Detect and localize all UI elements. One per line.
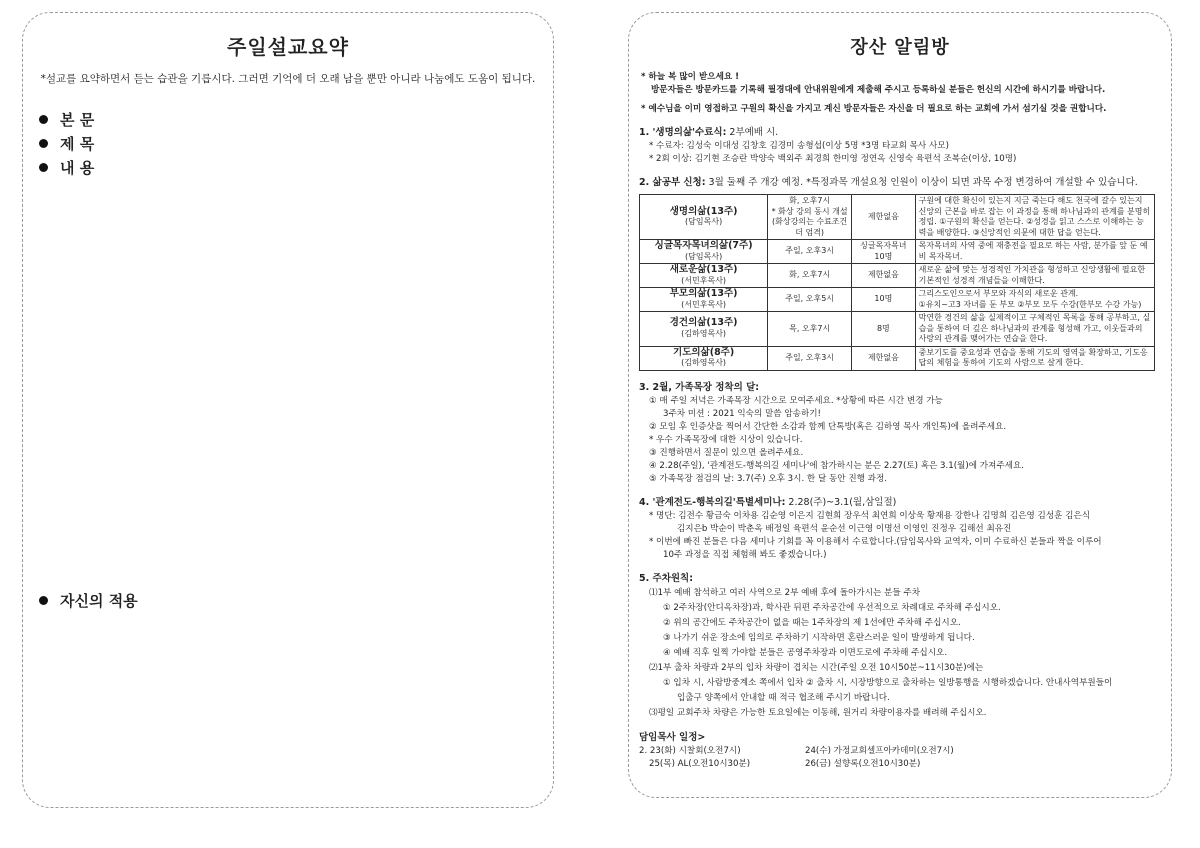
table-row — [640, 195, 1155, 240]
list-item: ④ 예배 직후 일찍 가야할 분들은 공영주차장과 이면도로에 주차해 주십시오. — [663, 647, 948, 658]
section-family-group — [639, 381, 1171, 486]
course-name-cell: 생명의삶(13주) (담임목사) — [640, 195, 768, 240]
sermon-summary-subtitle: *설교를 요약하면서 듣는 습관을 기릅시다. 그러면 기억에 더 오래 남을 뿐만 아니라 나눔에도 도움이 됩니다. — [40, 73, 536, 85]
list-item: ② 모임 후 인증샷을 찍어서 간단한 소감과 함께 단톡방(혹은 김하영 목사 개인톡)에 올려주세요. — [649, 421, 1007, 432]
course-limit-cell: 10명 — [852, 288, 916, 312]
course-limit-cell: 제한없음 — [852, 264, 916, 288]
section-graduation — [639, 126, 1171, 166]
field-application: 자신의 적용 — [39, 589, 138, 613]
course-time-cell: 주일, 오후3시 — [768, 346, 852, 370]
section-seminar — [639, 496, 1171, 562]
table-row — [640, 264, 1155, 288]
list-item: ⑵1부 출차 차량과 2부의 입차 차량이 겹치는 시간(주일 오전 10시50분~11시30분)에는 — [649, 662, 984, 673]
course-name-cell: 싱글목자목녀의삶(7주) (담임목사) — [640, 240, 768, 264]
table-row — [640, 240, 1155, 264]
bullet-icon — [39, 139, 48, 148]
field-title: 제 목 — [39, 132, 553, 156]
list-item: ⑤ 가족목장 점검의 날: 3.7(주) 오후 3시. 한 달 동안 진행 과정. — [649, 473, 887, 484]
course-limit-cell: 제한없음 — [852, 195, 916, 240]
course-desc-cell: 중보기도를 중요성과 연습을 통해 기도의 영역을 확장하고, 기도응답의 체험을 통하여 기도의 사람으로 살게 한다. — [915, 346, 1154, 370]
list-item: 입출구 양쪽에서 안내할 때 적극 협조해 주시기 바랍니다. — [677, 692, 890, 703]
course-time-cell: 화, 오후7시 — [768, 264, 852, 288]
list-item: * 우수 가족목장에 대한 시상이 있습니다. — [649, 434, 803, 445]
course-limit-cell: 싱글목자목녀 10명 — [852, 240, 916, 264]
course-limit-cell: 8명 — [852, 312, 916, 347]
list-item: ③ 나가기 쉬운 장소에 임의로 주차하기 시작하면 혼란스러운 일이 발생하게 됩니다. — [663, 632, 975, 643]
schedule-item: 25(목) AL(오전10시30분) — [649, 758, 751, 769]
sermon-summary-panel — [22, 12, 554, 808]
schedule-item: 2. 23(화) 시찰회(오전7시) — [639, 745, 741, 756]
list-item: 10주 과정을 직접 체험해 봐도 좋겠습니다.) — [663, 549, 827, 560]
field-text: 본 문 — [39, 108, 553, 132]
course-table — [639, 194, 1155, 371]
course-desc-cell: 그리스도인으로서 부모와 자식의 새로운 관계. ①유치~고3 자녀를 둔 부모 ②부모 모두 수강(한부모 수강 가능) — [915, 288, 1154, 312]
course-limit-cell: 제한없음 — [852, 346, 916, 370]
list-item: ⑶평일 교회주차 차량은 가능한 토요일에는 이동해, 원거리 차량이용자를 배려해 주십시오. — [649, 707, 987, 718]
section-heading: 3. 2월, 가족목장 정착의 달: — [639, 381, 760, 393]
course-desc-cell: 구원에 대한 확신이 있는지 지금 죽는다 해도 천국에 갈수 있는지 신앙의 근본을 바로 잡는 이 과정을 통해 하나님과의 관계를 분명히 정립. ①구원의 확신을 얻는다. ②성경을 읽고 스스로 이해하는 능력을 배양한다. ③신앙적인 의문에 대한 답을 얻는다. — [915, 195, 1154, 240]
field-content: 내 용 — [39, 156, 553, 180]
sermon-fields — [39, 108, 553, 180]
list-item: ④ 2.28(주일), '관계전도-행복의길 세미나'에 참가하시는 분은 2.27(토) 혹은 3.1(월)에 가져주세요. — [649, 460, 1024, 471]
greeting: * 하늘 복 많이 받으세요 ! — [641, 72, 740, 82]
bullet-icon — [39, 115, 48, 124]
list-item: ① 2주차장(안디옥차장)과, 학사관 뒤편 주차공간에 우선적으로 차례대로 주차해 주십시오. — [663, 602, 1001, 613]
section-course-signup — [639, 176, 1171, 371]
course-name-cell: 기도의삶(8주) (김하영목사) — [640, 346, 768, 370]
visitor-card-notice: 방문자들은 방문카드를 기록해 필경대에 안내위원에게 제출해 주시고 등록하실 분들은 헌신의 시간에 하시기를 바랍니다. — [651, 85, 1106, 95]
repeat-graduates: * 2회 이상: 김기현 조승란 박양숙 백외주 최경희 한미영 정연옥 신영숙 육편석 조복순(이상, 10명) — [649, 154, 1017, 164]
section-pastor-schedule — [639, 731, 1171, 771]
course-desc-cell: 목자목녀의 사역 중에 재충전을 필요로 하는 사람, 분가를 앞 둔 예비 목자목녀. — [915, 240, 1154, 264]
section-heading: 담임목사 일정> — [639, 731, 706, 743]
section-heading: 5. 주차원칙: — [639, 572, 694, 584]
church-recommendation: * 예수님을 이미 영접하고 구원의 확신을 가지고 계신 방문자들은 자신을 더 필요로 하는 교회에 가서 섬기실 것을 권합니다. — [641, 104, 1107, 114]
list-item: ① 입차 시, 사람방중계소 쪽에서 입차 ② 출차 시, 시장방향으로 출차하는 일방통행을 시행하겠습니다. 안내사역부원들이 — [663, 677, 1113, 688]
announcements-panel — [628, 12, 1172, 798]
course-time-cell: 목, 오후7시 — [768, 312, 852, 347]
list-item: * 명단: 김전수 황금숙 이차용 김순영 이은지 김현희 장우석 최연희 이상욱 황재용 강한나 김명희 김은영 김성훈 김은식 — [649, 510, 1091, 521]
announcements-title: 장산 알림방 — [850, 37, 950, 58]
list-item: * 이번에 빠진 분들은 다음 세미나 기회를 꼭 이용해서 수료합니다.(담임목사와 교역자, 이미 수료하신 분들과 짝을 이루어 — [649, 536, 1102, 547]
course-name-cell: 경건의삶(13주) (김하영목사) — [640, 312, 768, 347]
bullet-icon — [39, 163, 48, 172]
list-item: ① 매 주일 저녁은 가족목장 시간으로 모여주세요. *상황에 따른 시간 변경 가능 — [649, 395, 943, 406]
section-heading: 4. '관계전도-행복의길'특별세미나: 2.28(주)~3.1(월,삼일절) — [639, 496, 897, 508]
table-row — [640, 288, 1155, 312]
list-item: 3주차 미션 : 2021 익숙의 말씀 암송하기! — [663, 408, 821, 419]
graduates: * 수료자: 김성숙 이대성 김창호 김경미 송형섭(이상 5명 *3명 타교회 목사 사모) — [649, 141, 949, 151]
course-time-cell: 주일, 오후5시 — [768, 288, 852, 312]
schedule-row — [639, 758, 1171, 771]
list-item: 김지은b 박순이 박춘옥 배정일 육편석 윤순선 이근영 이명선 이영인 진정우 김해선 최유진 — [677, 523, 1012, 534]
sermon-summary-title: 주일설교요약 — [227, 35, 349, 59]
list-item: ② 위의 공간에도 주차공간이 없을 때는 1주차장의 제 1선에만 주차해 주십시오. — [663, 617, 961, 628]
list-item: ⑴1부 예배 참석하고 여러 사역으로 2부 예배 후에 돌아가시는 분들 주차 — [649, 587, 920, 598]
schedule-row — [639, 745, 1171, 758]
course-desc-cell: 막연한 경건의 삶을 실제적이고 구체적인 목록을 통해 공부하고, 실습을 통하여 더 깊은 하나님과의 관계를 형성해 가고, 이웃들과의 사랑의 관계를 맺어가는 연습을 한다. — [915, 312, 1154, 347]
course-desc-cell: 새로운 삶에 맞는 성경적인 가치관을 형성하고 신앙생활에 필요한 기본적인 성경적 개념들을 이해한다. — [915, 264, 1154, 288]
section-heading: 2. 삶공부 신청: 3월 둘째 주 개강 예정. *특정과목 개설요청 인원이 이상이 되면 과목 수정 변경하여 개설할 수 있습니다. — [639, 177, 1138, 188]
course-name-cell: 새로운삶(13주) (서민후목사) — [640, 264, 768, 288]
bullet-icon — [39, 596, 48, 605]
table-row — [640, 346, 1155, 370]
table-row — [640, 312, 1155, 347]
schedule-item: 24(수) 가정교회셀프아카데미(오전7시) — [805, 745, 954, 756]
list-item: ③ 진행하면서 질문이 있으면 올려주세요. — [649, 447, 804, 458]
schedule-item: 26(금) 설향록(오전10시30분) — [805, 758, 921, 769]
course-name-cell: 부모의삶(13주) (서민후목사) — [640, 288, 768, 312]
course-time-cell: 화, 오후7시 * 화상 강의 동시 개설 (화상강의는 수료조건 더 엄격) — [768, 195, 852, 240]
course-time-cell: 주일, 오후3시 — [768, 240, 852, 264]
visitor-notice — [641, 71, 1171, 116]
section-parking — [639, 572, 1171, 721]
section-heading: 1. '생명의삶'수료식: 2부예배 시. — [639, 127, 779, 138]
